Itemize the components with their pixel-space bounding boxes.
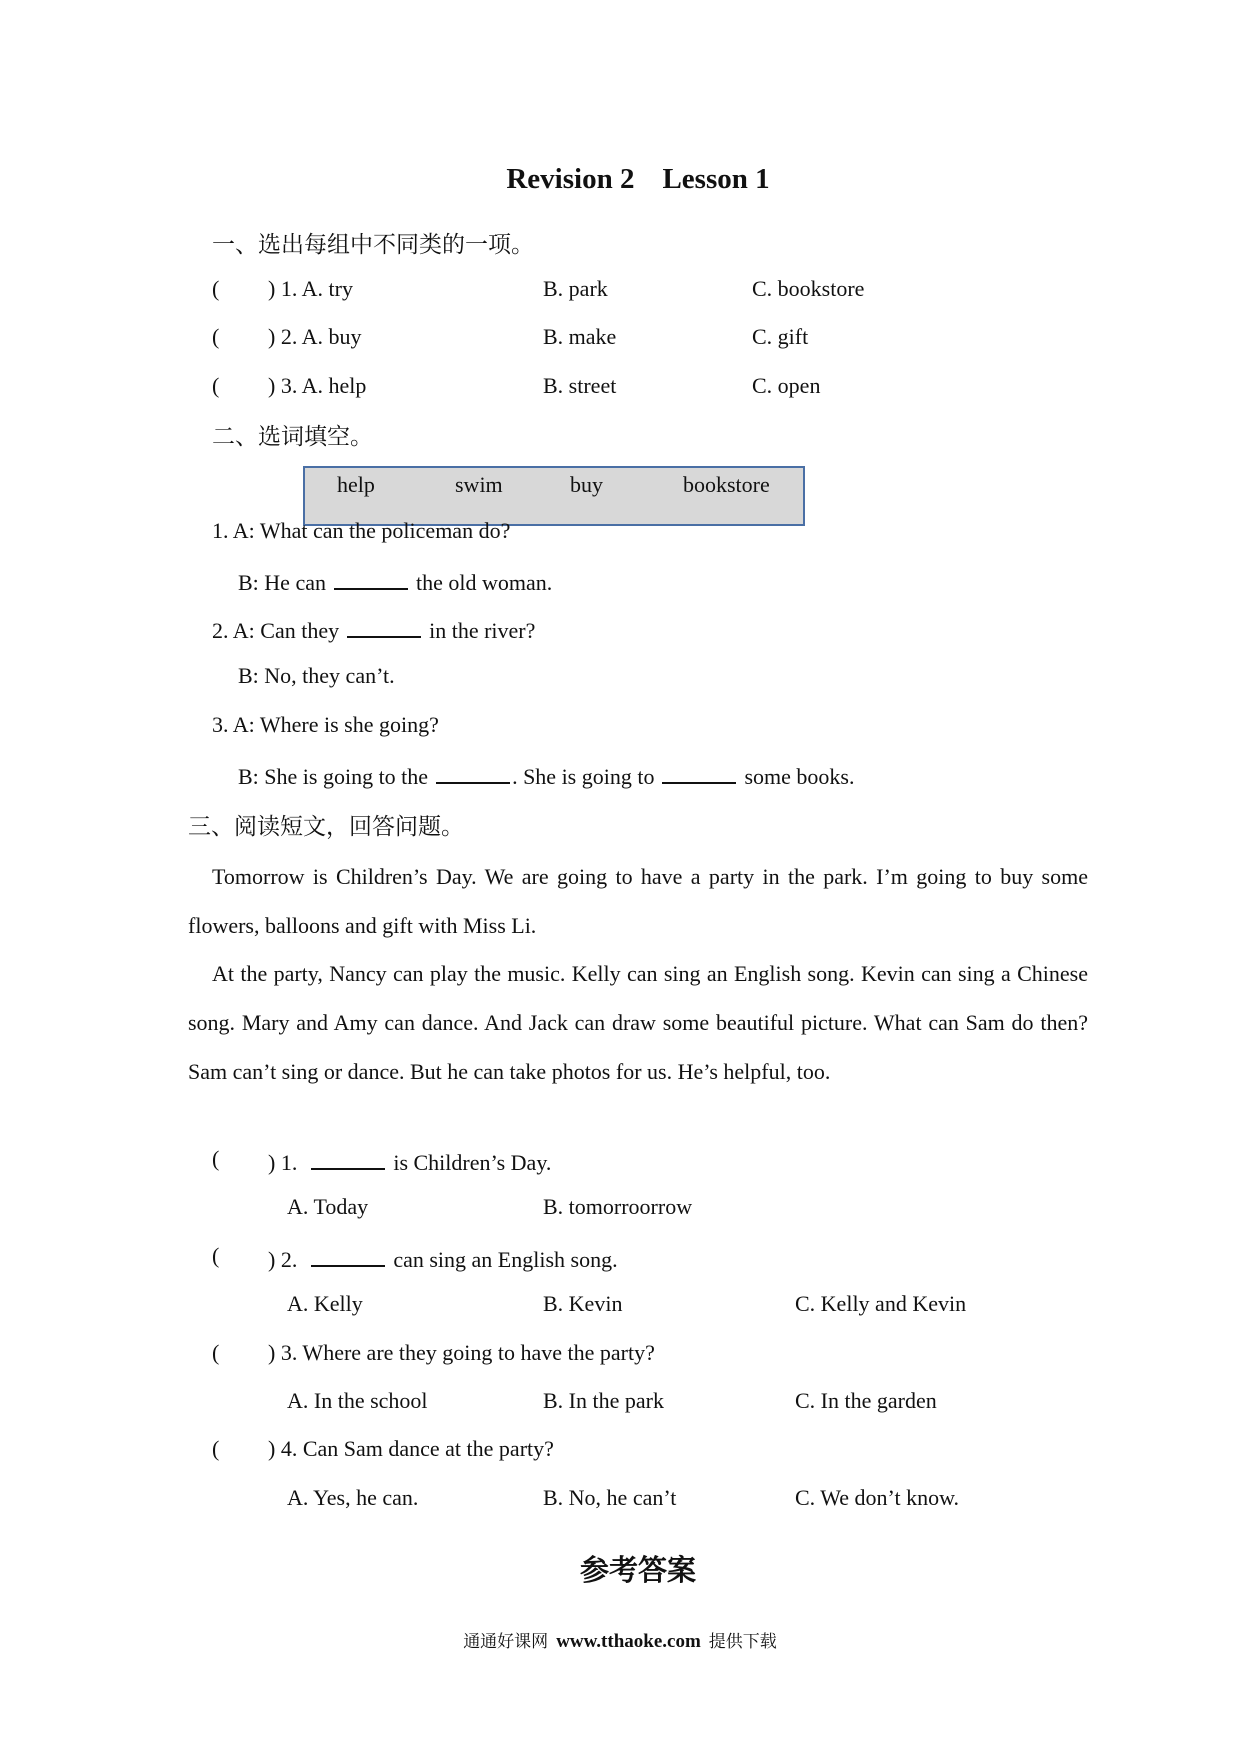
word-bank-item: buy: [570, 472, 603, 497]
word-bank-item: swim: [455, 472, 503, 497]
word-bank-item: bookstore: [683, 472, 770, 497]
s3-q2-text: can sing an English song.: [393, 1247, 618, 1272]
footer: [0, 1627, 1240, 1653]
s1-row1-b: B. park: [543, 276, 608, 301]
answer-blank: [311, 1146, 385, 1170]
paren-open: (: [212, 324, 220, 349]
paren-open: (: [212, 276, 220, 301]
s2-q1-a: 1. A: What can the policeman do?: [212, 518, 511, 543]
word-bank-item: help: [337, 472, 375, 497]
s3-q1-num: ) 1.: [268, 1150, 298, 1175]
s2-q3-b: [238, 760, 854, 790]
s2-q3-b-mid: . She is going to: [512, 764, 655, 789]
s2-q1-b: [238, 566, 552, 596]
s1-row2-a: ) 2. A. buy: [268, 324, 362, 349]
s2-q1-b-post: the old woman.: [415, 570, 553, 595]
s3-q1: [268, 1146, 551, 1176]
s3-q4-option-b: B. No, he can’t: [543, 1485, 677, 1510]
s1-row1-a: ) 1. A. try: [268, 276, 353, 301]
s2-q3-b-post: some books.: [744, 764, 855, 789]
section3-heading: 三、阅读短文，回答问题。: [188, 814, 464, 840]
s2-q3-a: 3. A: Where is she going?: [212, 712, 439, 737]
s3-q3: ) 3. Where are they going to have the party?: [268, 1340, 655, 1365]
s3-q2-option-b: B. Kevin: [543, 1291, 623, 1316]
s1-row2-c: C. gift: [752, 324, 809, 349]
paren-open: (: [212, 1340, 220, 1365]
reading-paragraph-1: [188, 852, 1088, 950]
footer-site-name: 通通好课网: [463, 1632, 549, 1652]
s1-row1-c: C. bookstore: [752, 276, 865, 301]
reading-paragraph-1-text: Tomorrow is Children’s Day. We are going to have a party in the park. I’m going to buy some flowers, balloons and gift with Miss Li.: [188, 864, 1088, 938]
s3-q3-option-b: B. In the park: [543, 1388, 664, 1413]
s3-q2: [268, 1243, 618, 1273]
s2-q2-a: [212, 614, 535, 644]
s3-q1-text: is Children’s Day.: [393, 1150, 552, 1175]
s2-q2-a-post: in the river?: [429, 618, 536, 643]
answer-blank: [347, 614, 421, 638]
s1-row3-c: C. open: [752, 373, 821, 398]
section2-heading: 二、选词填空。: [212, 424, 373, 450]
s1-row3-a: ) 3. A. help: [268, 373, 367, 398]
reading-paragraph-2-text: At the party, Nancy can play the music. Kelly can sing an English song. Kevin can sing a Chinese song. Mary and Amy can dance. And Jack can draw some beautiful picture. What can Sam do then? Sam can’t sing or dance. But he can take photos for us. He’s helpful, too.: [188, 961, 1088, 1084]
answer-key-heading: 参考答案: [579, 1553, 696, 1587]
s2-q2-a-pre: 2. A: Can they: [212, 618, 340, 643]
s2-q1-b-pre: B: He can: [238, 570, 326, 595]
s3-q2-option-a: A. Kelly: [287, 1291, 363, 1316]
paren-open: (: [212, 1243, 220, 1268]
answer-blank: [311, 1243, 385, 1267]
paren-open: (: [212, 1436, 220, 1461]
reading-paragraph-2: [188, 949, 1088, 1096]
s2-q2-b: B: No, they can’t.: [238, 663, 395, 688]
answer-blank: [334, 566, 408, 590]
paren-open: (: [212, 1146, 220, 1171]
paren-open: (: [212, 373, 220, 398]
s3-q1-option-b: B. tomorroorrow: [543, 1194, 693, 1219]
s2-q3-b-pre: B: She is going to the: [238, 764, 429, 789]
section1-heading: 一、选出每组中不同类的一项。: [212, 232, 534, 258]
s3-q1-option-a: A. Today: [287, 1194, 369, 1219]
s3-q2-num: ) 2.: [268, 1247, 298, 1272]
s3-q4: ) 4. Can Sam dance at the party?: [268, 1436, 554, 1461]
title-lesson: Lesson 1: [662, 163, 770, 195]
s3-q4-option-c: C. We don’t know.: [795, 1485, 960, 1510]
s3-q2-option-c: C. Kelly and Kevin: [795, 1291, 967, 1316]
footer-download-text: 提供下载: [708, 1632, 777, 1652]
s3-q4-option-a: A. Yes, he can.: [287, 1485, 419, 1510]
page-title: [0, 163, 1240, 196]
answer-blank: [662, 760, 736, 784]
title-revision: Revision 2: [506, 163, 635, 195]
footer-url[interactable]: www.tthaoke.com: [556, 1631, 701, 1652]
s3-q3-option-c: C. In the garden: [795, 1388, 937, 1413]
s1-row2-b: B. make: [543, 324, 617, 349]
answer-blank: [436, 760, 510, 784]
s3-q3-option-a: A. In the school: [287, 1388, 428, 1413]
word-bank-box: [303, 466, 805, 526]
s1-row3-b: B. street: [543, 373, 617, 398]
